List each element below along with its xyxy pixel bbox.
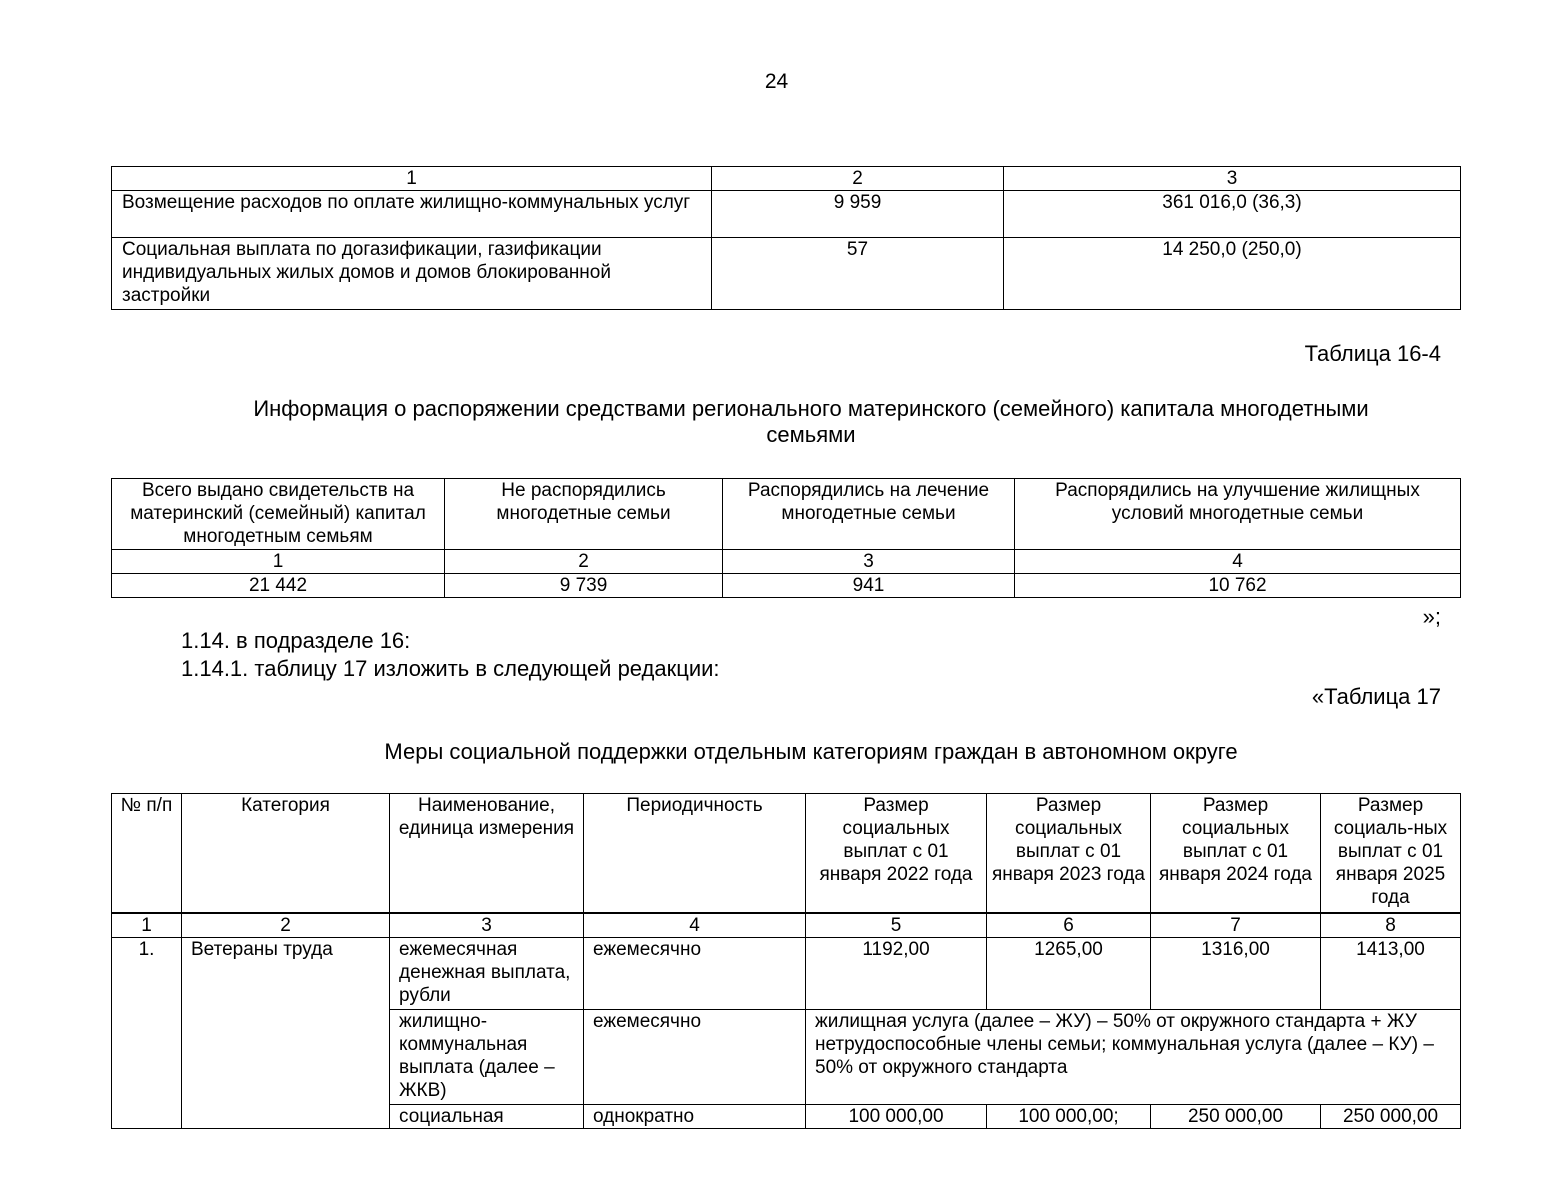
table-header-row bbox=[112, 794, 1461, 913]
recipient-count: 9 959 bbox=[712, 191, 1004, 238]
column-header: Наименование, единица измерения bbox=[390, 794, 584, 913]
value-cell: 10 762 bbox=[1015, 574, 1461, 598]
amount-value: 361 016,0 (36,3) bbox=[1004, 191, 1461, 238]
column-number: 1 bbox=[112, 913, 182, 938]
table-label: Таблица 16-4 bbox=[1304, 341, 1441, 366]
amount-2023: 1265,00 bbox=[987, 937, 1151, 1009]
measure-name: ежемесячная денежная выплата, рубли bbox=[390, 937, 584, 1009]
column-number: 6 bbox=[987, 913, 1151, 938]
column-number: 1 bbox=[112, 550, 445, 574]
measure-name: Социальная выплата по догазификации, газификации индивидуальных жилых домов и домов блокированной застройки bbox=[112, 238, 712, 310]
measure-name: социальная bbox=[390, 1104, 584, 1128]
table-header-row bbox=[112, 479, 1461, 550]
table-row bbox=[112, 238, 1461, 310]
column-header: Периодичность bbox=[584, 794, 806, 913]
recipient-count: 57 bbox=[712, 238, 1004, 310]
column-header: Размер социаль-ных выплат с 01 января 2025 года bbox=[1321, 794, 1461, 913]
amount-2023: 100 000,00; bbox=[987, 1104, 1151, 1128]
column-header: Всего выдано свидетельств на материнский (семейный) капитал многодетным семьям bbox=[112, 479, 445, 550]
table-row bbox=[112, 937, 1461, 1009]
periodicity: ежемесячно bbox=[584, 937, 806, 1009]
amount-2022: 100 000,00 bbox=[806, 1104, 987, 1128]
column-header: Размер социальных выплат с 01 января 2024 года bbox=[1151, 794, 1321, 913]
periodicity: однократно bbox=[584, 1104, 806, 1128]
paragraph: 1.14. в подразделе 16: bbox=[181, 628, 411, 653]
column-number: 1 bbox=[112, 167, 712, 191]
table-row bbox=[112, 574, 1461, 598]
closing-quote: »; bbox=[1422, 604, 1441, 629]
column-header: Размер социальных выплат с 01 января 2022 года bbox=[806, 794, 987, 913]
column-header: Распорядились на лечение многодетные семьи bbox=[723, 479, 1015, 550]
periodicity: ежемесячно bbox=[584, 1009, 806, 1104]
value-cell: 9 739 bbox=[445, 574, 723, 598]
amount-2024: 1316,00 bbox=[1151, 937, 1321, 1009]
measure-name: жилищно-коммунальная выплата (далее – ЖКВ) bbox=[390, 1009, 584, 1104]
column-header: Распорядились на улучшение жилищных условий многодетные семьи bbox=[1015, 479, 1461, 550]
column-number: 4 bbox=[584, 913, 806, 938]
amount-2022: 1192,00 bbox=[806, 937, 987, 1009]
table-continuation bbox=[111, 166, 1461, 310]
page-number: 24 bbox=[764, 70, 789, 93]
value-cell: 21 442 bbox=[112, 574, 445, 598]
amount-2024: 250 000,00 bbox=[1151, 1104, 1321, 1128]
measure-name: Возмещение расходов по оплате жилищно-коммунальных услуг bbox=[112, 191, 712, 238]
column-number: 2 bbox=[445, 550, 723, 574]
table-row bbox=[112, 191, 1461, 238]
merged-amount: жилищная услуга (далее – ЖУ) – 50% от окружного стандарта + ЖУ нетрудоспособные члены семьи; коммунальная услуга (далее – КУ) – 50% от окружного стандарта bbox=[806, 1009, 1461, 1104]
column-number: 7 bbox=[1151, 913, 1321, 938]
table-16-4 bbox=[111, 478, 1461, 598]
amount-2025: 250 000,00 bbox=[1321, 1104, 1461, 1128]
column-number: 2 bbox=[712, 167, 1004, 191]
column-header: Категория bbox=[182, 794, 390, 913]
row-number: 1. bbox=[112, 937, 182, 1128]
column-number: 4 bbox=[1015, 550, 1461, 574]
amount-2025: 1413,00 bbox=[1321, 937, 1461, 1009]
paragraph: 1.14.1. таблицу 17 изложить в следующей редакции: bbox=[181, 656, 720, 681]
table-title: Информация о распоряжении средствами регионального материнского (семейного) капитала многодетными семьями bbox=[253, 396, 1369, 447]
column-number: 5 bbox=[806, 913, 987, 938]
column-number: 8 bbox=[1321, 913, 1461, 938]
table-number-row bbox=[112, 550, 1461, 574]
amount-value: 14 250,0 (250,0) bbox=[1004, 238, 1461, 310]
column-number: 3 bbox=[390, 913, 584, 938]
table-17 bbox=[111, 793, 1461, 1129]
table-header-row bbox=[112, 167, 1461, 191]
column-number: 3 bbox=[1004, 167, 1461, 191]
column-header: № п/п bbox=[112, 794, 182, 913]
column-header: Не распорядились многодетные семьи bbox=[445, 479, 723, 550]
column-header: Размер социальных выплат с 01 января 2023 года bbox=[987, 794, 1151, 913]
value-cell: 941 bbox=[723, 574, 1015, 598]
table-label: «Таблица 17 bbox=[1311, 684, 1441, 709]
table-number-row bbox=[112, 913, 1461, 938]
column-number: 2 bbox=[182, 913, 390, 938]
category-cell: Ветераны труда bbox=[182, 937, 390, 1128]
table-title: Меры социальной поддержки отдельным категориям граждан в автономном округе bbox=[384, 739, 1238, 764]
column-number: 3 bbox=[723, 550, 1015, 574]
